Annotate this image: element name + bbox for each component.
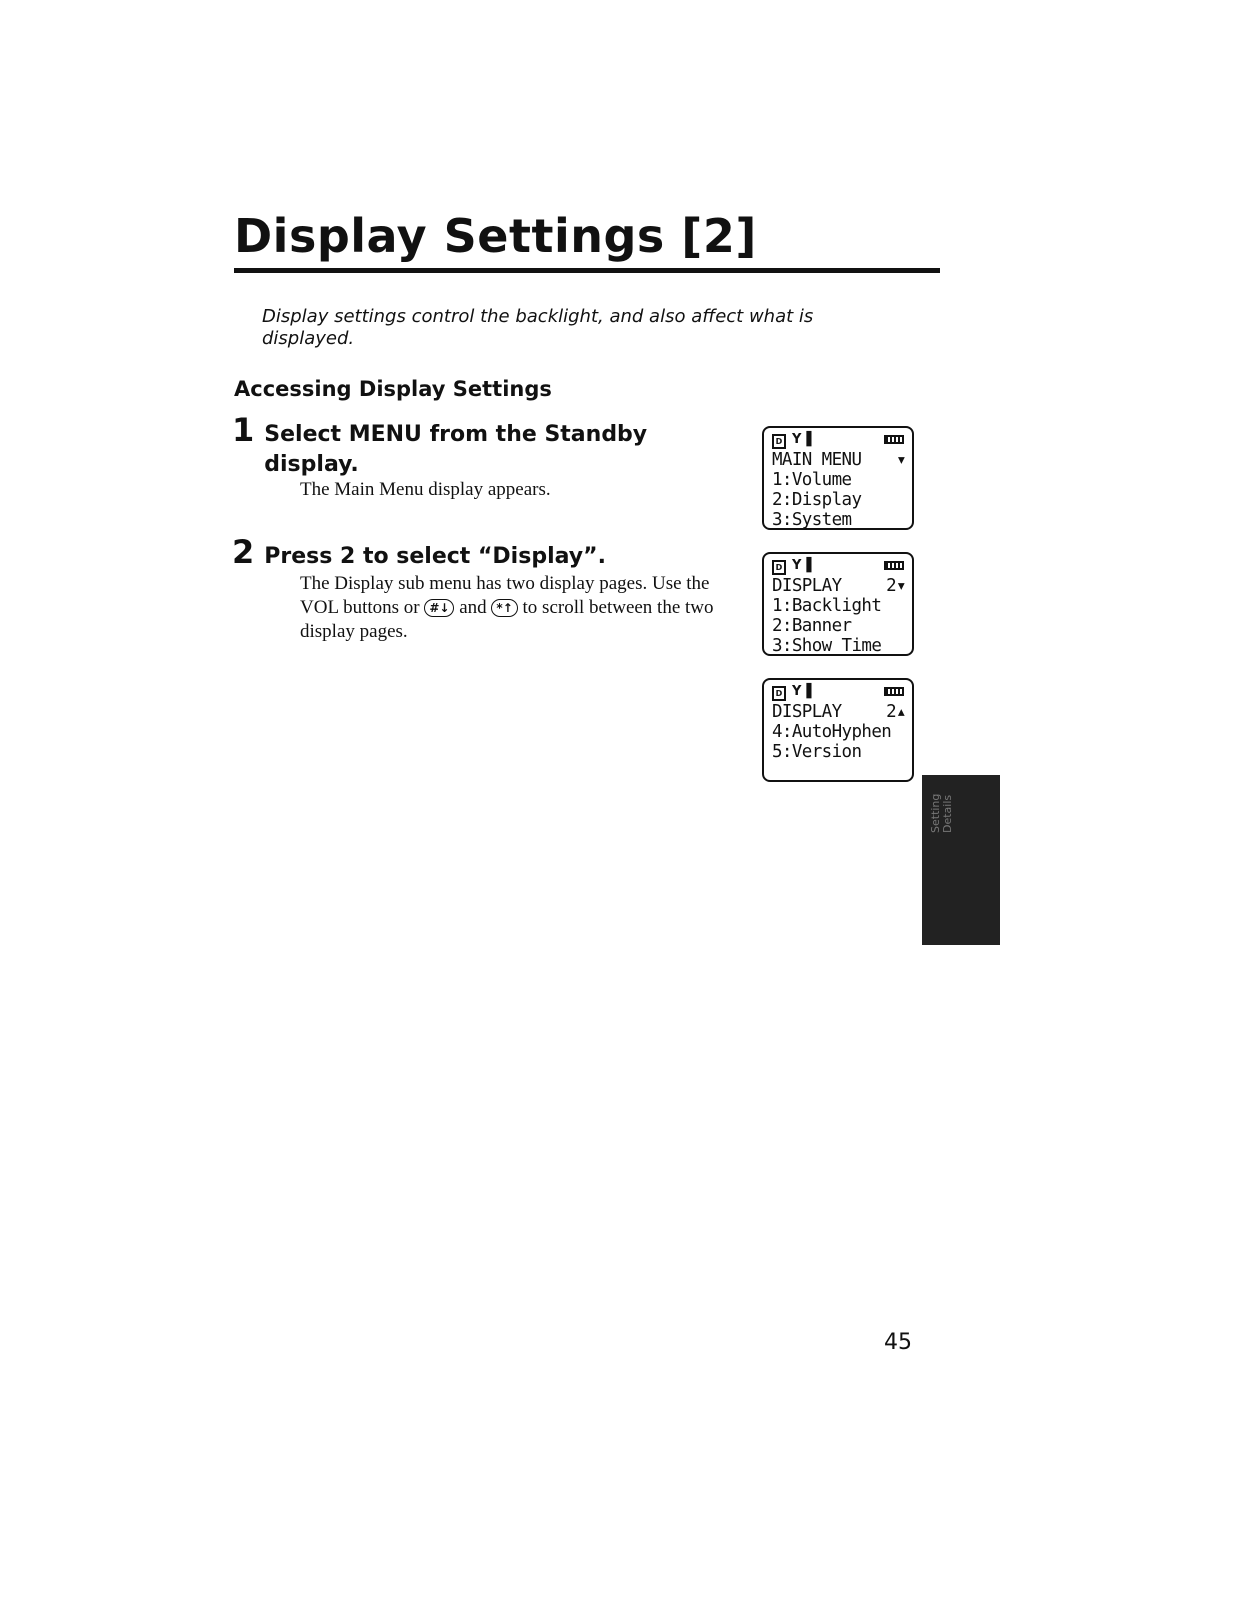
digital-mode-icon: D — [772, 434, 786, 449]
intro-text: Display settings control the backlight, and also affect what is displayed. — [262, 306, 814, 349]
lcd-header: DISPLAY — [772, 702, 842, 722]
lcd-line: 1:Volume — [772, 470, 852, 490]
lcd-line: 3:Show Time — [772, 636, 882, 656]
status-bar — [772, 556, 906, 576]
lcd-line: 3:System — [772, 510, 852, 530]
section-thumb-tab — [922, 775, 1000, 945]
signal-antenna-icon: Y▐ — [792, 432, 812, 447]
section-heading: Accessing Display Settings — [234, 377, 552, 401]
step-2 — [232, 534, 732, 644]
digital-mode-icon: D — [772, 686, 786, 701]
thumb-tab-label — [930, 794, 954, 833]
status-bar — [772, 682, 906, 702]
page-indicator: 2▴ — [886, 702, 906, 722]
lcd-line: 2:Banner — [772, 616, 852, 636]
lcd-line: 5:Version — [772, 742, 862, 762]
step-body-start: The Display sub menu has two display pages. Use the VOL buttons or — [300, 573, 710, 618]
signal-antenna-icon: Y▐ — [792, 684, 812, 699]
digital-mode-icon: D — [772, 560, 786, 575]
step-body-end: to scroll between the two display pages. — [300, 597, 714, 642]
step-body-and: and — [459, 597, 487, 618]
battery-icon — [884, 561, 904, 570]
step-title: Press 2 to select “Display”. — [264, 544, 606, 569]
lcd-line: 2:Display — [772, 490, 862, 510]
step-body — [300, 572, 720, 644]
lcd-display-page-1 — [762, 552, 914, 656]
step-number: 1 — [232, 411, 255, 449]
scroll-up-key-icon: *↑ — [491, 599, 517, 617]
thumb-tab-line: Details — [941, 794, 954, 833]
lcd-header: DISPLAY — [772, 576, 842, 596]
lcd-line: 1:Backlight — [772, 596, 882, 616]
lcd-header: MAIN MENU — [772, 450, 862, 470]
battery-icon — [884, 687, 904, 696]
scroll-down-key-icon: #↓ — [424, 599, 454, 617]
step-body: The Main Menu display appears. — [300, 479, 551, 500]
step-title: Select MENU from the Standby display. — [264, 422, 648, 477]
lcd-main-menu — [762, 426, 914, 530]
thumb-tab-line: Setting — [929, 793, 942, 833]
page-number: 45 — [884, 1330, 912, 1355]
step-1 — [232, 412, 732, 502]
title-rule — [234, 268, 940, 273]
scroll-indicator: ▾ — [896, 450, 906, 470]
battery-icon — [884, 435, 904, 444]
page-indicator: 2▾ — [886, 576, 906, 596]
lcd-line: 4:AutoHyphen — [772, 722, 892, 742]
signal-antenna-icon: Y▐ — [792, 558, 812, 573]
lcd-display-page-2 — [762, 678, 914, 782]
step-number: 2 — [232, 533, 255, 571]
status-bar — [772, 430, 906, 450]
page-title: Display Settings [2] — [234, 209, 757, 263]
